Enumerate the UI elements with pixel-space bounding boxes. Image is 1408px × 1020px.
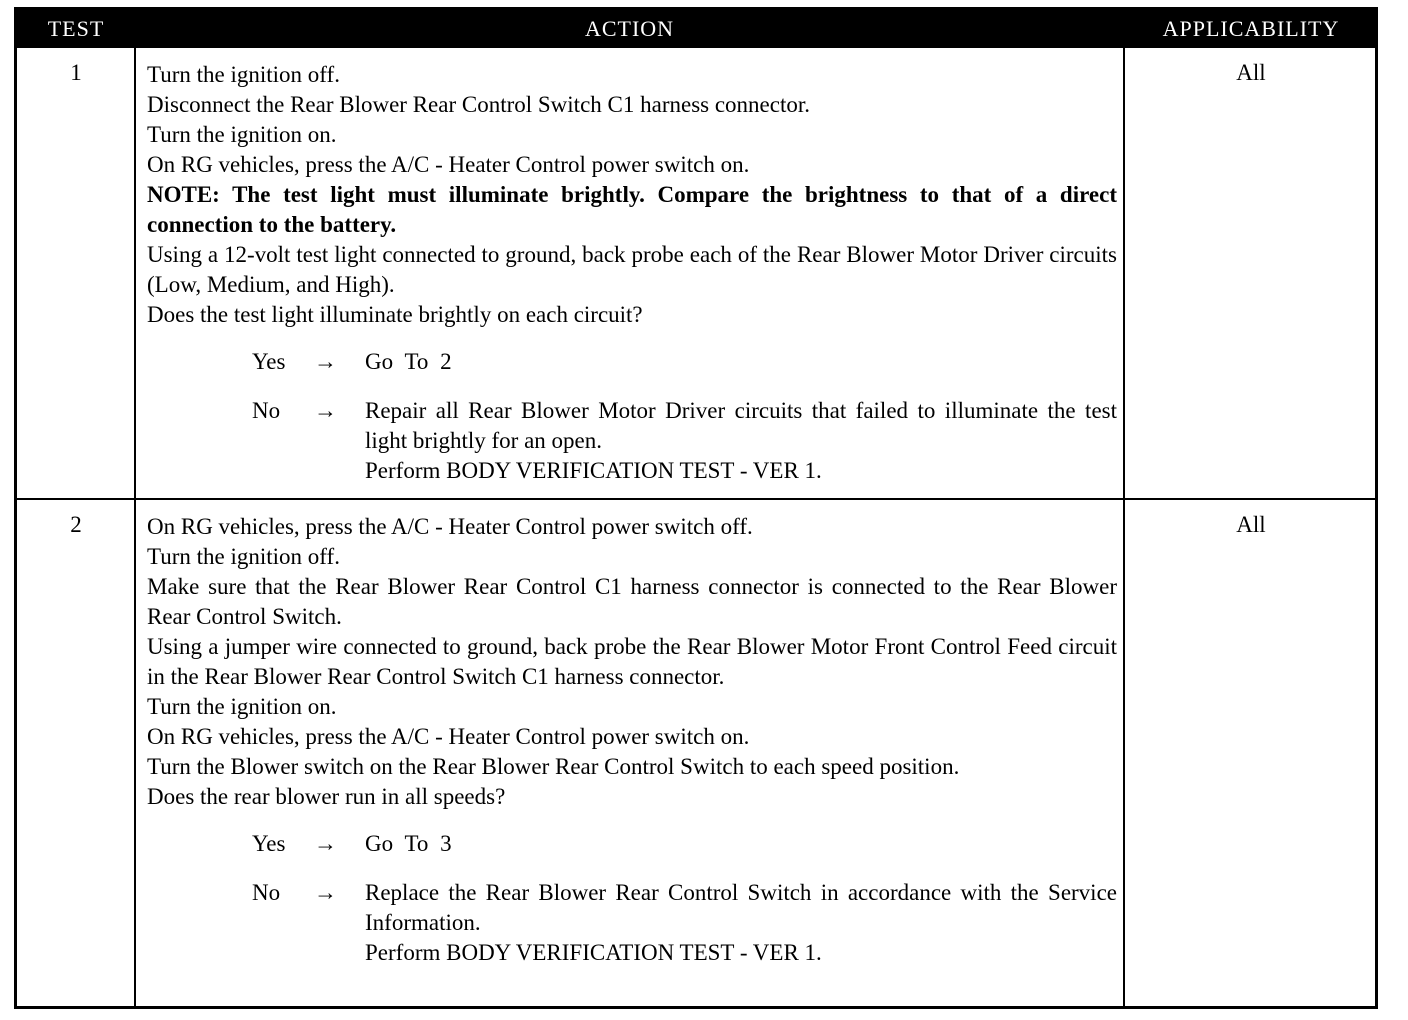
action-step: On RG vehicles, press the A/C - Heater Control power switch off. — [147, 514, 753, 539]
arrow-icon: → — [314, 880, 337, 905]
no-branch — [147, 878, 1117, 968]
no-result — [365, 396, 1117, 486]
no-branch — [147, 396, 1117, 486]
arrow-icon: → — [314, 398, 337, 423]
yes-result: Go To 2 — [365, 349, 452, 374]
action-step: Using a jumper wire connected to ground, back probe the Rear Blower Motor Front Control Feed circuit in the Rear Blower Rear Control Switch C1 harness connector. — [147, 634, 1117, 689]
action-cell — [147, 512, 1117, 968]
table-row — [17, 48, 1375, 500]
no-label: No — [252, 880, 281, 905]
no-result-verification: Perform BODY VERIFICATION TEST - VER 1. — [365, 458, 822, 483]
action-step: Turn the Blower switch on the Rear Blower Rear Control Switch to each speed position. — [147, 754, 960, 779]
arrow-icon: → — [314, 349, 337, 374]
action-step: Turn the ignition on. — [147, 122, 337, 147]
header-test: TEST — [47, 16, 105, 41]
diagnostic-test-table — [14, 7, 1378, 1009]
no-result — [365, 878, 1117, 968]
no-result-text: Replace the Rear Blower Rear Control Switch in accordance with the Service Information. — [365, 880, 1117, 935]
note-text: NOTE: The test light must illuminate brightly. Compare the brightness to that of a direct connection to the battery. — [147, 182, 1117, 237]
table-header — [17, 10, 1375, 48]
no-result-verification: Perform BODY VERIFICATION TEST - VER 1. — [365, 940, 822, 965]
arrow-icon: → — [314, 831, 337, 856]
test-number: 1 — [70, 60, 82, 85]
action-step: On RG vehicles, press the A/C - Heater Control power switch on. — [147, 152, 750, 177]
action-step: Does the rear blower run in all speeds? — [147, 784, 506, 809]
header-applicability: APPLICABILITY — [1162, 16, 1340, 41]
yes-result: Go To 3 — [365, 831, 452, 856]
table-row — [17, 500, 1375, 1009]
applicability-cell: All — [1236, 60, 1266, 85]
action-step: Turn the ignition off. — [147, 544, 340, 569]
action-step: Make sure that the Rear Blower Rear Control C1 harness connector is connected to the Rear Blower Rear Control Switch. — [147, 574, 1117, 629]
action-step: Turn the ignition off. — [147, 62, 340, 87]
action-step: Does the test light illuminate brightly on each circuit? — [147, 302, 643, 327]
action-step: Disconnect the Rear Blower Rear Control Switch C1 harness connector. — [147, 92, 811, 117]
yes-branch — [147, 347, 1117, 377]
yes-label: Yes — [252, 349, 286, 374]
applicability-cell: All — [1236, 512, 1266, 537]
yes-label: Yes — [252, 831, 286, 856]
no-label: No — [252, 398, 281, 423]
test-number: 2 — [70, 512, 82, 537]
header-action: ACTION — [584, 16, 675, 41]
yes-branch — [147, 829, 1117, 859]
action-cell — [147, 60, 1117, 486]
action-step: On RG vehicles, press the A/C - Heater Control power switch on. — [147, 724, 750, 749]
action-step: Turn the ignition on. — [147, 694, 337, 719]
no-result-text: Repair all Rear Blower Motor Driver circuits that failed to illuminate the test light brightly for an open. — [365, 398, 1117, 453]
action-step: Using a 12-volt test light connected to ground, back probe each of the Rear Blower Motor Driver circuits (Low, Medium, and High). — [147, 242, 1117, 297]
